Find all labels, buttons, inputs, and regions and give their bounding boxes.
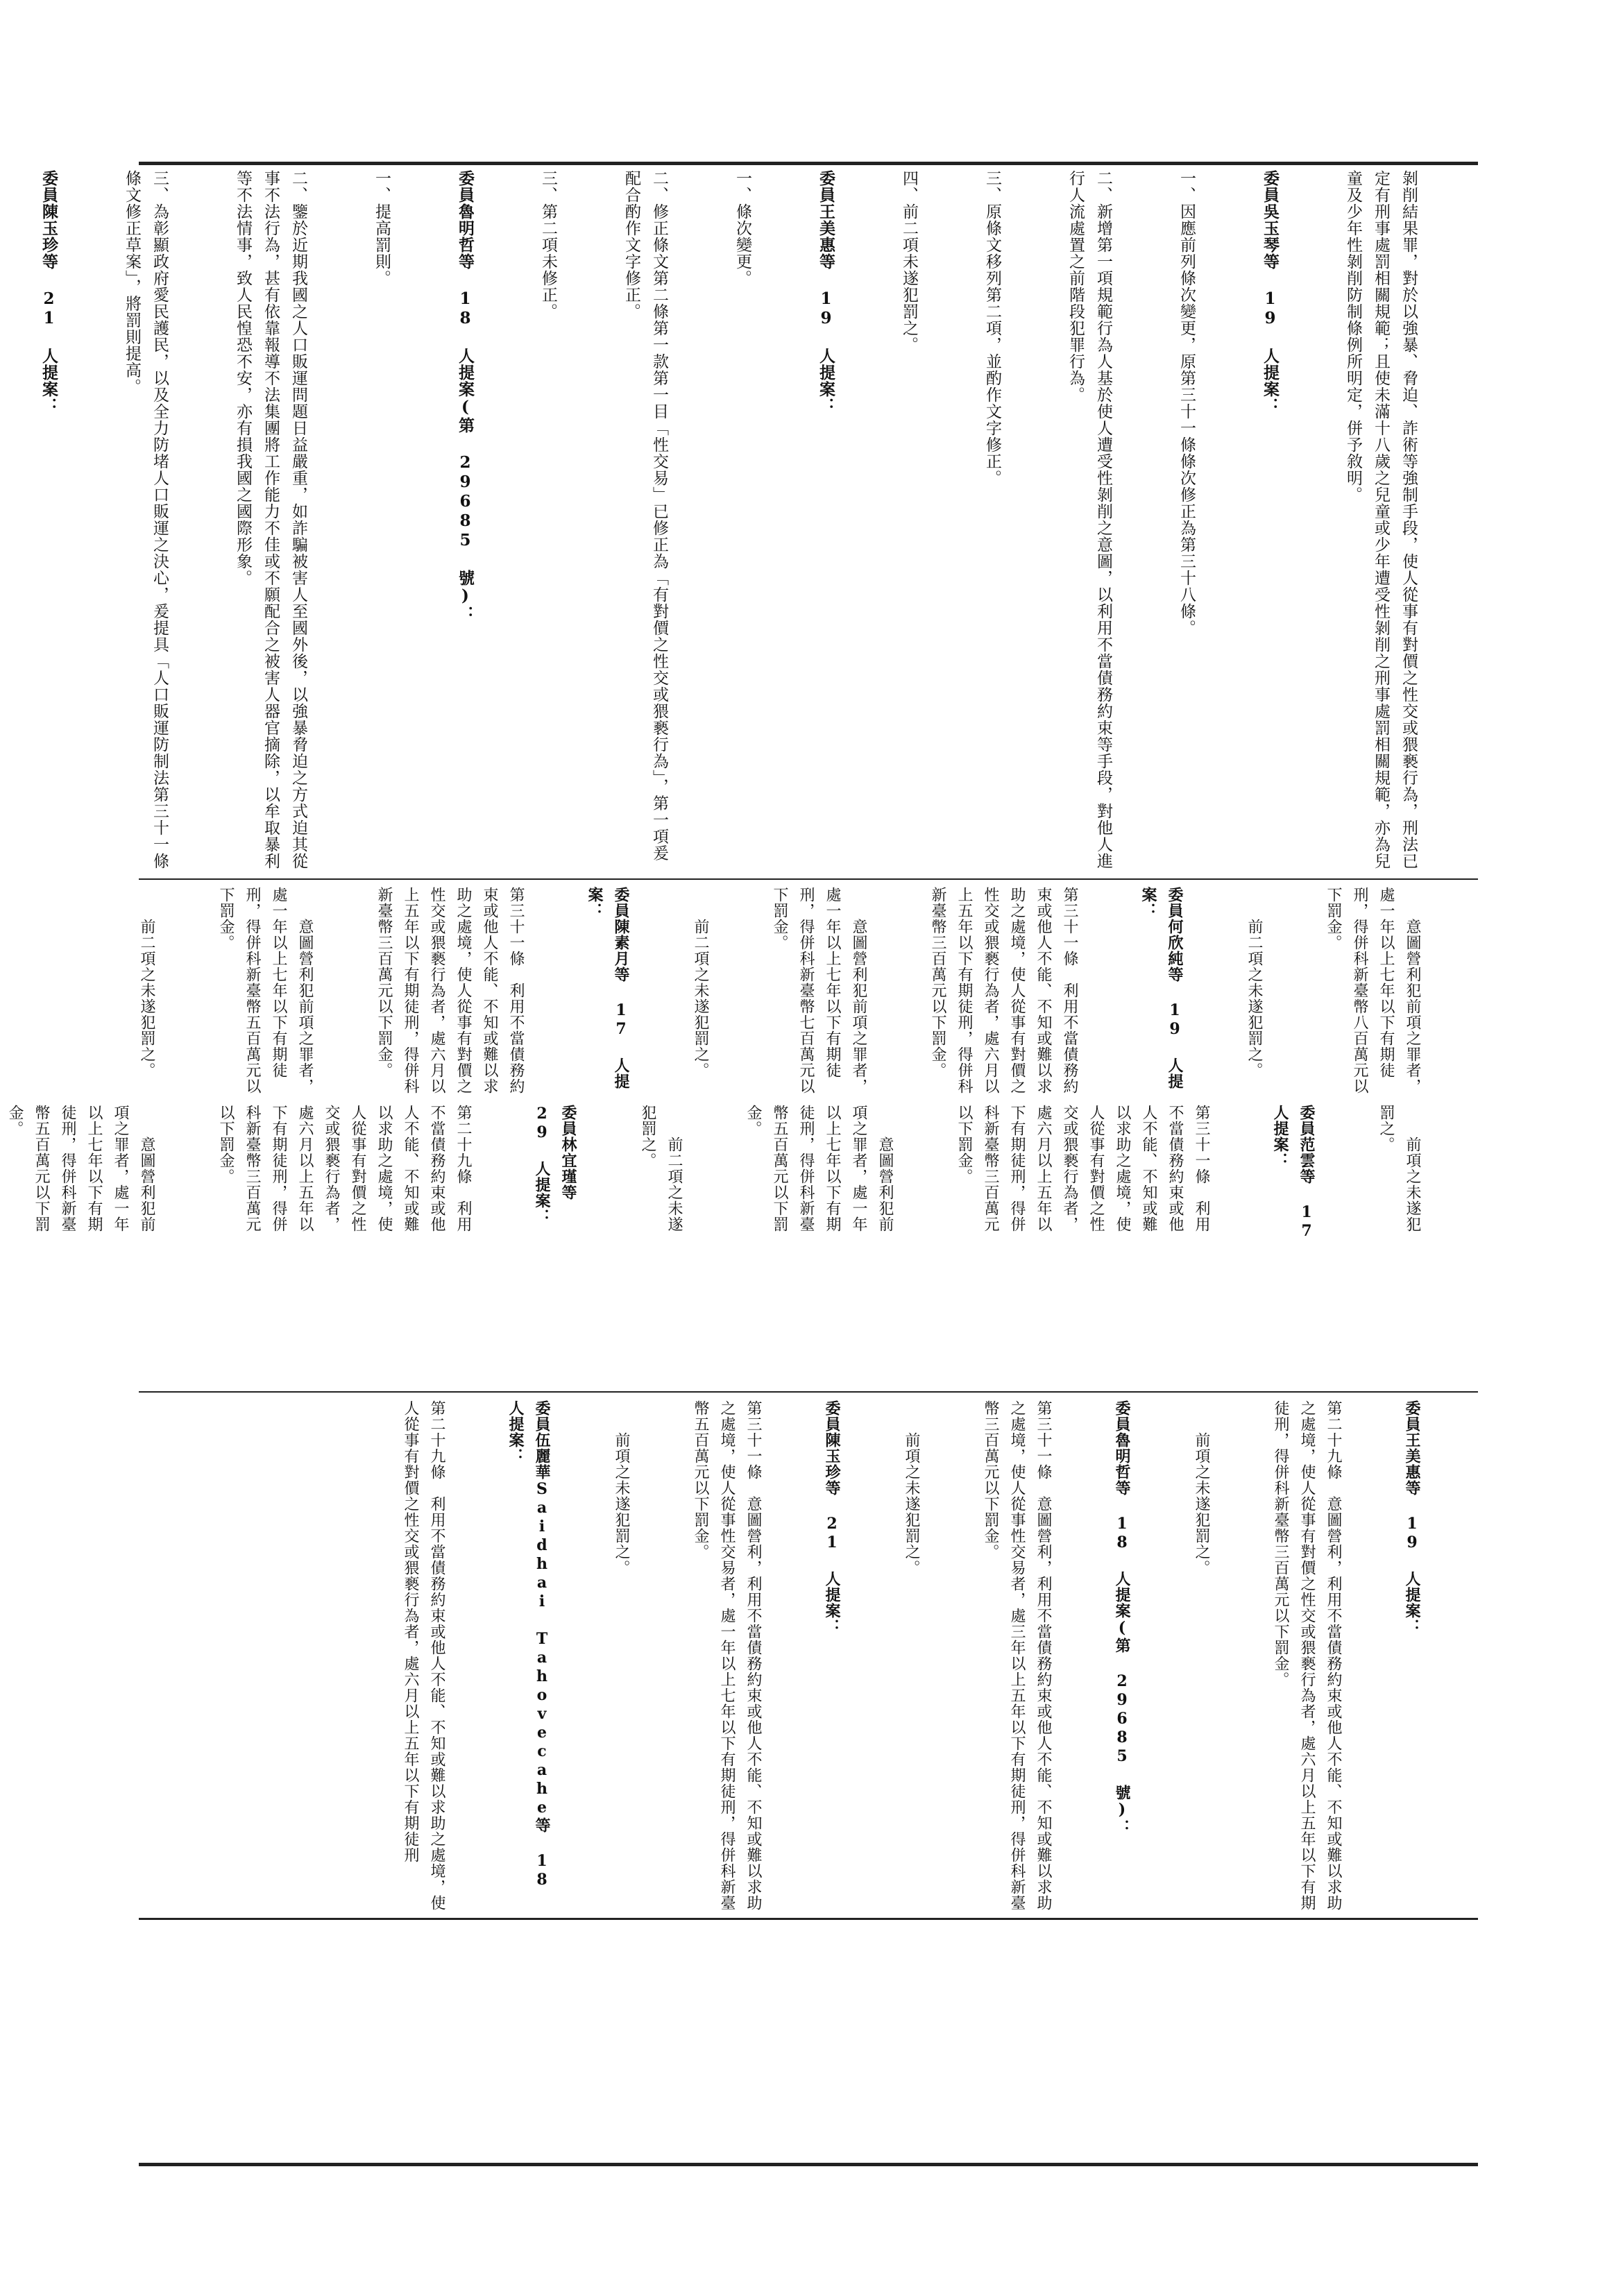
paragraph: 意圖營利犯前項之罪者，處一年以上七年以下有期徒刑，得併科新臺幣五百萬元以下罰金。: [745, 1105, 894, 1232]
paragraph: 前二項之未遂犯罰之。: [1246, 887, 1263, 1078]
proposal-heading: 委員陳玉珍等 21 人提案：: [40, 170, 58, 414]
paragraph: 第二十九條 意圖營利，利用不當債務約束或他人不能、不知或難以求助之處境，使人從事有對價之性交或猥褻行為者，處六月以上五年以下有期徒刑，得併科新臺幣三百萬元以下罰金。: [1272, 1400, 1342, 1911]
paragraph: 前二項之未遂犯罰之。: [692, 887, 709, 1078]
proposal-heading: 委員魯明哲等 18 人提案(第 29685 號)：: [1113, 1400, 1131, 1835]
paragraph: 意圖營利犯前項之罪者，處一年以上七年以下有期徒刑，得併科新臺幣五百萬元以下罰金。: [6, 1105, 155, 1232]
paragraph: 一、因應前列條次變更，原第三十一條條次修正為第三十八條。: [1178, 170, 1196, 636]
bottom-rule: [139, 2163, 1478, 2166]
proposal-heading: 委員林宜瑾等 29 人提案：: [533, 1105, 577, 1225]
paragraph: 二、鑒於近期我國之人口販運問題日益嚴重，如詐騙被害人至國外後，以強暴脅迫之方式迫其從事不法行為，甚有依靠報導不法集團將工作能力不佳或不願配合之被害人器官摘除，以牟取暴利等不法情事，致人民惶恐不安，亦有損我國之國際形象。: [234, 170, 307, 869]
paragraph: 意圖營利犯前項之罪者，處一年以上七年以下有期徒刑，得併科新臺幣五百萬元以下罰金。: [217, 887, 314, 1094]
paragraph: 一、條次變更。: [733, 170, 751, 287]
paragraph: 第三十一條 利用不當債務約束或他人不能、不知或難以求助之處境，使人從事有對價之性交或猥褻行為者，處六月以上五年以下有期徒刑，得併科新臺幣三百萬元以下罰金。: [375, 887, 525, 1094]
section-divider-bottom: [139, 1918, 1478, 1920]
paragraph: 第三十一條 利用不當債務約束或他人不能、不知或難以求助之處境，使人從事有對價之性交或猥褻行為者，處六月以上五年以下有期徒刑，得併科新臺幣三百萬元以下罰金。: [929, 887, 1078, 1094]
proposal-heading: 委員陳玉珍等 21 人提案：: [823, 1400, 841, 1635]
paragraph: 前項之未遂犯罰之。: [613, 1400, 630, 1576]
paragraph: 前二項之未遂犯罰之。: [138, 887, 155, 1078]
proposal-heading: 委員范雲等 17 人提案：: [1271, 1105, 1316, 1259]
proposal-heading: 委員陳素月等 17 人提案：: [586, 887, 630, 1089]
section-divider-lower: [139, 1391, 1478, 1393]
proposal-heading: 委員魯明哲等 18 人提案(第 29685 號)：: [456, 170, 475, 622]
paragraph: 第二十九條 利用不當債務約束或他人不能、不知或難以求助之處境，使人從事有對價之性交或猥褻行為者，處六月以上五年以下有期徒刑，得併科新臺幣三百萬元以下罰金。: [217, 1105, 472, 1232]
proposal-heading: 委員王美惠等 19 人提案：: [1403, 1400, 1421, 1635]
paragraph: 第三十一條 利用不當債務約束或他人不能、不知或難以求助之處境，使人從事有對價之性交或猥褻行為者，處六月以上五年以下有期徒刑，得併科新臺幣三百萬元以下罰金。: [955, 1105, 1210, 1232]
section-divider-upper: [139, 878, 1478, 880]
paragraph: 第三十一條 意圖營利，利用不當債務約束或他人不能、不知或難以求助之處境，使人從事性交易者，處三年以上五年以下有期徒刑，得併科新臺幣三百萬元以下罰金。: [982, 1400, 1052, 1911]
top-rule: [139, 162, 1478, 165]
paragraph: 四、前二項未遂犯罰之。: [900, 170, 918, 353]
provision-column-c: [139, 1400, 1478, 1911]
paragraph: 前項之未遂犯罰之。: [903, 1400, 920, 1576]
proposal-heading: 委員伍麗華Saidhai Tahovecahe等 18 人提案：: [507, 1400, 551, 1908]
paragraph: 二、修正條文第二條第一款第一目「性交易」已修正為「有對價之性交或猥褻行為」，第一項爰配合酌作文字修正。: [622, 170, 668, 862]
paragraph: 三、第二項未修正。: [539, 170, 557, 320]
paragraph: 第三十一條 意圖營利，利用不當債務約束或他人不能、不知或難以求助之處境，使人從事性交易者，處一年以上七年以下有期徒刑，得併科新臺幣五百萬元以下罰金。: [692, 1400, 762, 1911]
paragraph: 一、提高罰則。: [373, 170, 391, 287]
provision-column-b: [6, 1105, 1478, 1259]
paragraph: 前項之未遂犯罰之。: [1193, 1400, 1210, 1576]
paragraph: 剝削結果罪，對於以強暴、脅迫、詐術等強制手段，使人從事有對價之性交或猥褻行為，刑法已定有刑事處罰相關規範；且使未滿十八歲之兒童或少年遭受性剝削之刑事處罰相關規範，亦為兒童及少年性剝削防制條例所明定，併予敘明。: [1344, 170, 1418, 869]
paragraph: 意圖營利犯前項之罪者，處一年以上七年以下有期徒刑，得併科新臺幣八百萬元以下罰金。: [1325, 887, 1421, 1094]
paragraph: 第二十九條 利用不當債務約束或他人不能、不知或難以求助之處境，使人從事有對價之性交或猥褻行為者，處六月以上五年以下有期徒刑: [402, 1400, 445, 1911]
explanation-block: [40, 170, 1478, 871]
paragraph: 二、新增第一項規範行為人基於使人遭受性剝削之意圖，以利用不當債務約束等手段，對他人進行人流處置之前階段犯罪行為。: [1067, 170, 1112, 869]
paragraph: 前項之未遂犯罰之。: [1377, 1105, 1421, 1232]
provision-column-a: [139, 887, 1478, 1095]
paragraph: 意圖營利犯前項之罪者，處一年以上七年以下有期徒刑，得併科新臺幣七百萬元以下罰金。: [771, 887, 867, 1094]
paragraph: 三、為彰顯政府愛民護民，以及全力防堵人口販運之決心，爰提具「人口販運防制法第三十一條條文修正草案」，將罰則提高。: [123, 170, 169, 869]
paragraph: 前二項之未遂犯罰之。: [639, 1105, 683, 1232]
proposal-heading: 委員王美惠等 19 人提案：: [817, 170, 835, 414]
proposal-heading: 委員何欣純等 19 人提案：: [1139, 887, 1184, 1089]
paragraph: 三、原條文移列第二項，並酌作文字修正。: [983, 170, 1001, 486]
proposal-heading: 委員吳玉琴等 19 人提案：: [1261, 170, 1280, 414]
